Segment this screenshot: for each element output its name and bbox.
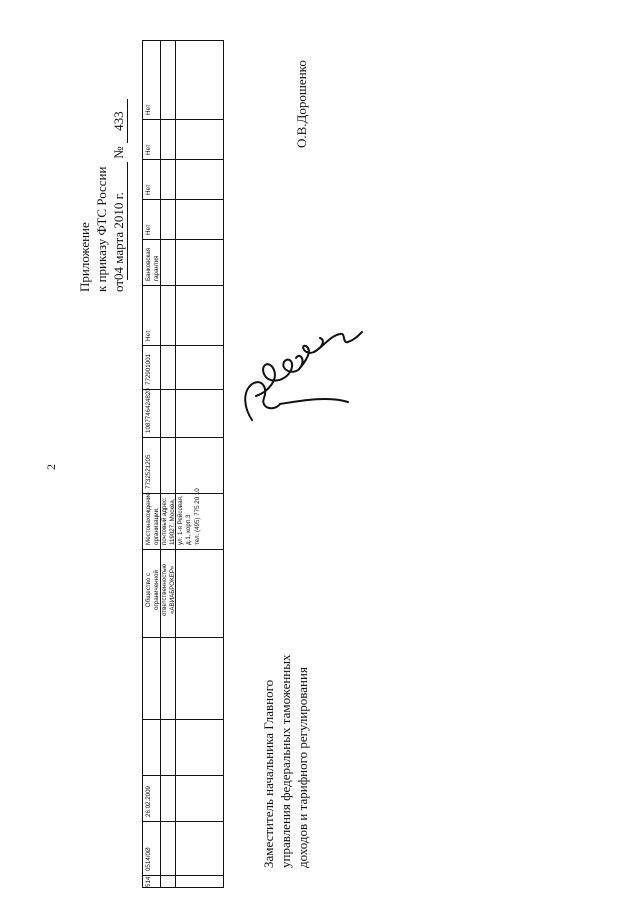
row-divider [143, 119, 223, 120]
cell-org-name [145, 547, 177, 633]
cell-no-3: Нет [145, 184, 152, 195]
signer-title-line: доходов и тарифного регулирования [295, 667, 310, 868]
appendix-header [76, 99, 128, 292]
order-date: 04 марта 2010 г. [110, 162, 128, 280]
row-divider [143, 437, 223, 438]
column-divider [160, 41, 161, 887]
cell-no-2: Нет [145, 224, 152, 235]
cell-no-5: Нет [145, 104, 152, 115]
row-divider [143, 389, 223, 390]
column-divider [175, 41, 176, 887]
address-line: организации, [153, 507, 160, 545]
address-line: ул. 1-я Рейсовая, [177, 495, 184, 545]
guarantee-line: гарантия [153, 255, 160, 281]
cell-no-4: Нет [145, 144, 152, 155]
row-divider [143, 637, 223, 638]
row-divider [143, 875, 223, 876]
cell-reg-no: 514 [145, 876, 152, 887]
row-divider [143, 285, 223, 286]
row-divider [143, 719, 223, 720]
address-line: тел. (495) 775 20 10 [194, 488, 201, 545]
page-number: 2 [44, 464, 58, 470]
row-divider [143, 199, 223, 200]
row-divider [143, 821, 223, 822]
org-name-line: «АВИАБРОКЕР» [169, 565, 176, 615]
cell-ogrn: 1087746424820 [145, 388, 152, 433]
address-line: почтовый адрес: [161, 497, 168, 545]
signer-name: О.В.Дорошенко [294, 60, 309, 148]
signer-title [260, 655, 311, 868]
code-text: 0514/0 [145, 852, 152, 871]
row-divider [143, 775, 223, 776]
registry-table [142, 40, 224, 888]
signature-image [234, 322, 366, 424]
row-divider [143, 239, 223, 240]
cell-guarantee [145, 248, 161, 281]
org-name-line: ответственностью [161, 564, 168, 617]
signer-title-line: Заместитель начальника Главного [261, 679, 276, 868]
org-name-line: Общество с [145, 572, 152, 608]
date-prefix: от [111, 279, 126, 292]
number-sign: № [111, 146, 126, 159]
row-divider [143, 159, 223, 160]
guarantee-line: Банковская [145, 247, 152, 281]
appendix-date-line [110, 99, 128, 292]
cell-code [145, 847, 153, 871]
cell-address [145, 488, 202, 545]
row-divider [143, 345, 223, 346]
code-mark: Ø [145, 847, 152, 853]
cell-no-1: Нет [145, 330, 152, 341]
address-line: Местонахождение [145, 492, 152, 545]
signer-title-line: управления федеральных таможенных [278, 654, 293, 868]
order-number: 433 [110, 99, 128, 143]
address-line: 119027, Москва, [169, 498, 176, 545]
org-name-line: ограниченной [153, 570, 160, 610]
address-line: д.1, корп.3 [185, 514, 192, 545]
cell-date: 26.02.2009 [145, 786, 152, 817]
cell-kpp: 772901001 [145, 354, 152, 385]
cell-inn: 7732521205 [145, 454, 152, 489]
appendix-order: к приказу ФТС России [94, 166, 109, 292]
appendix-title: Приложение [77, 222, 92, 292]
